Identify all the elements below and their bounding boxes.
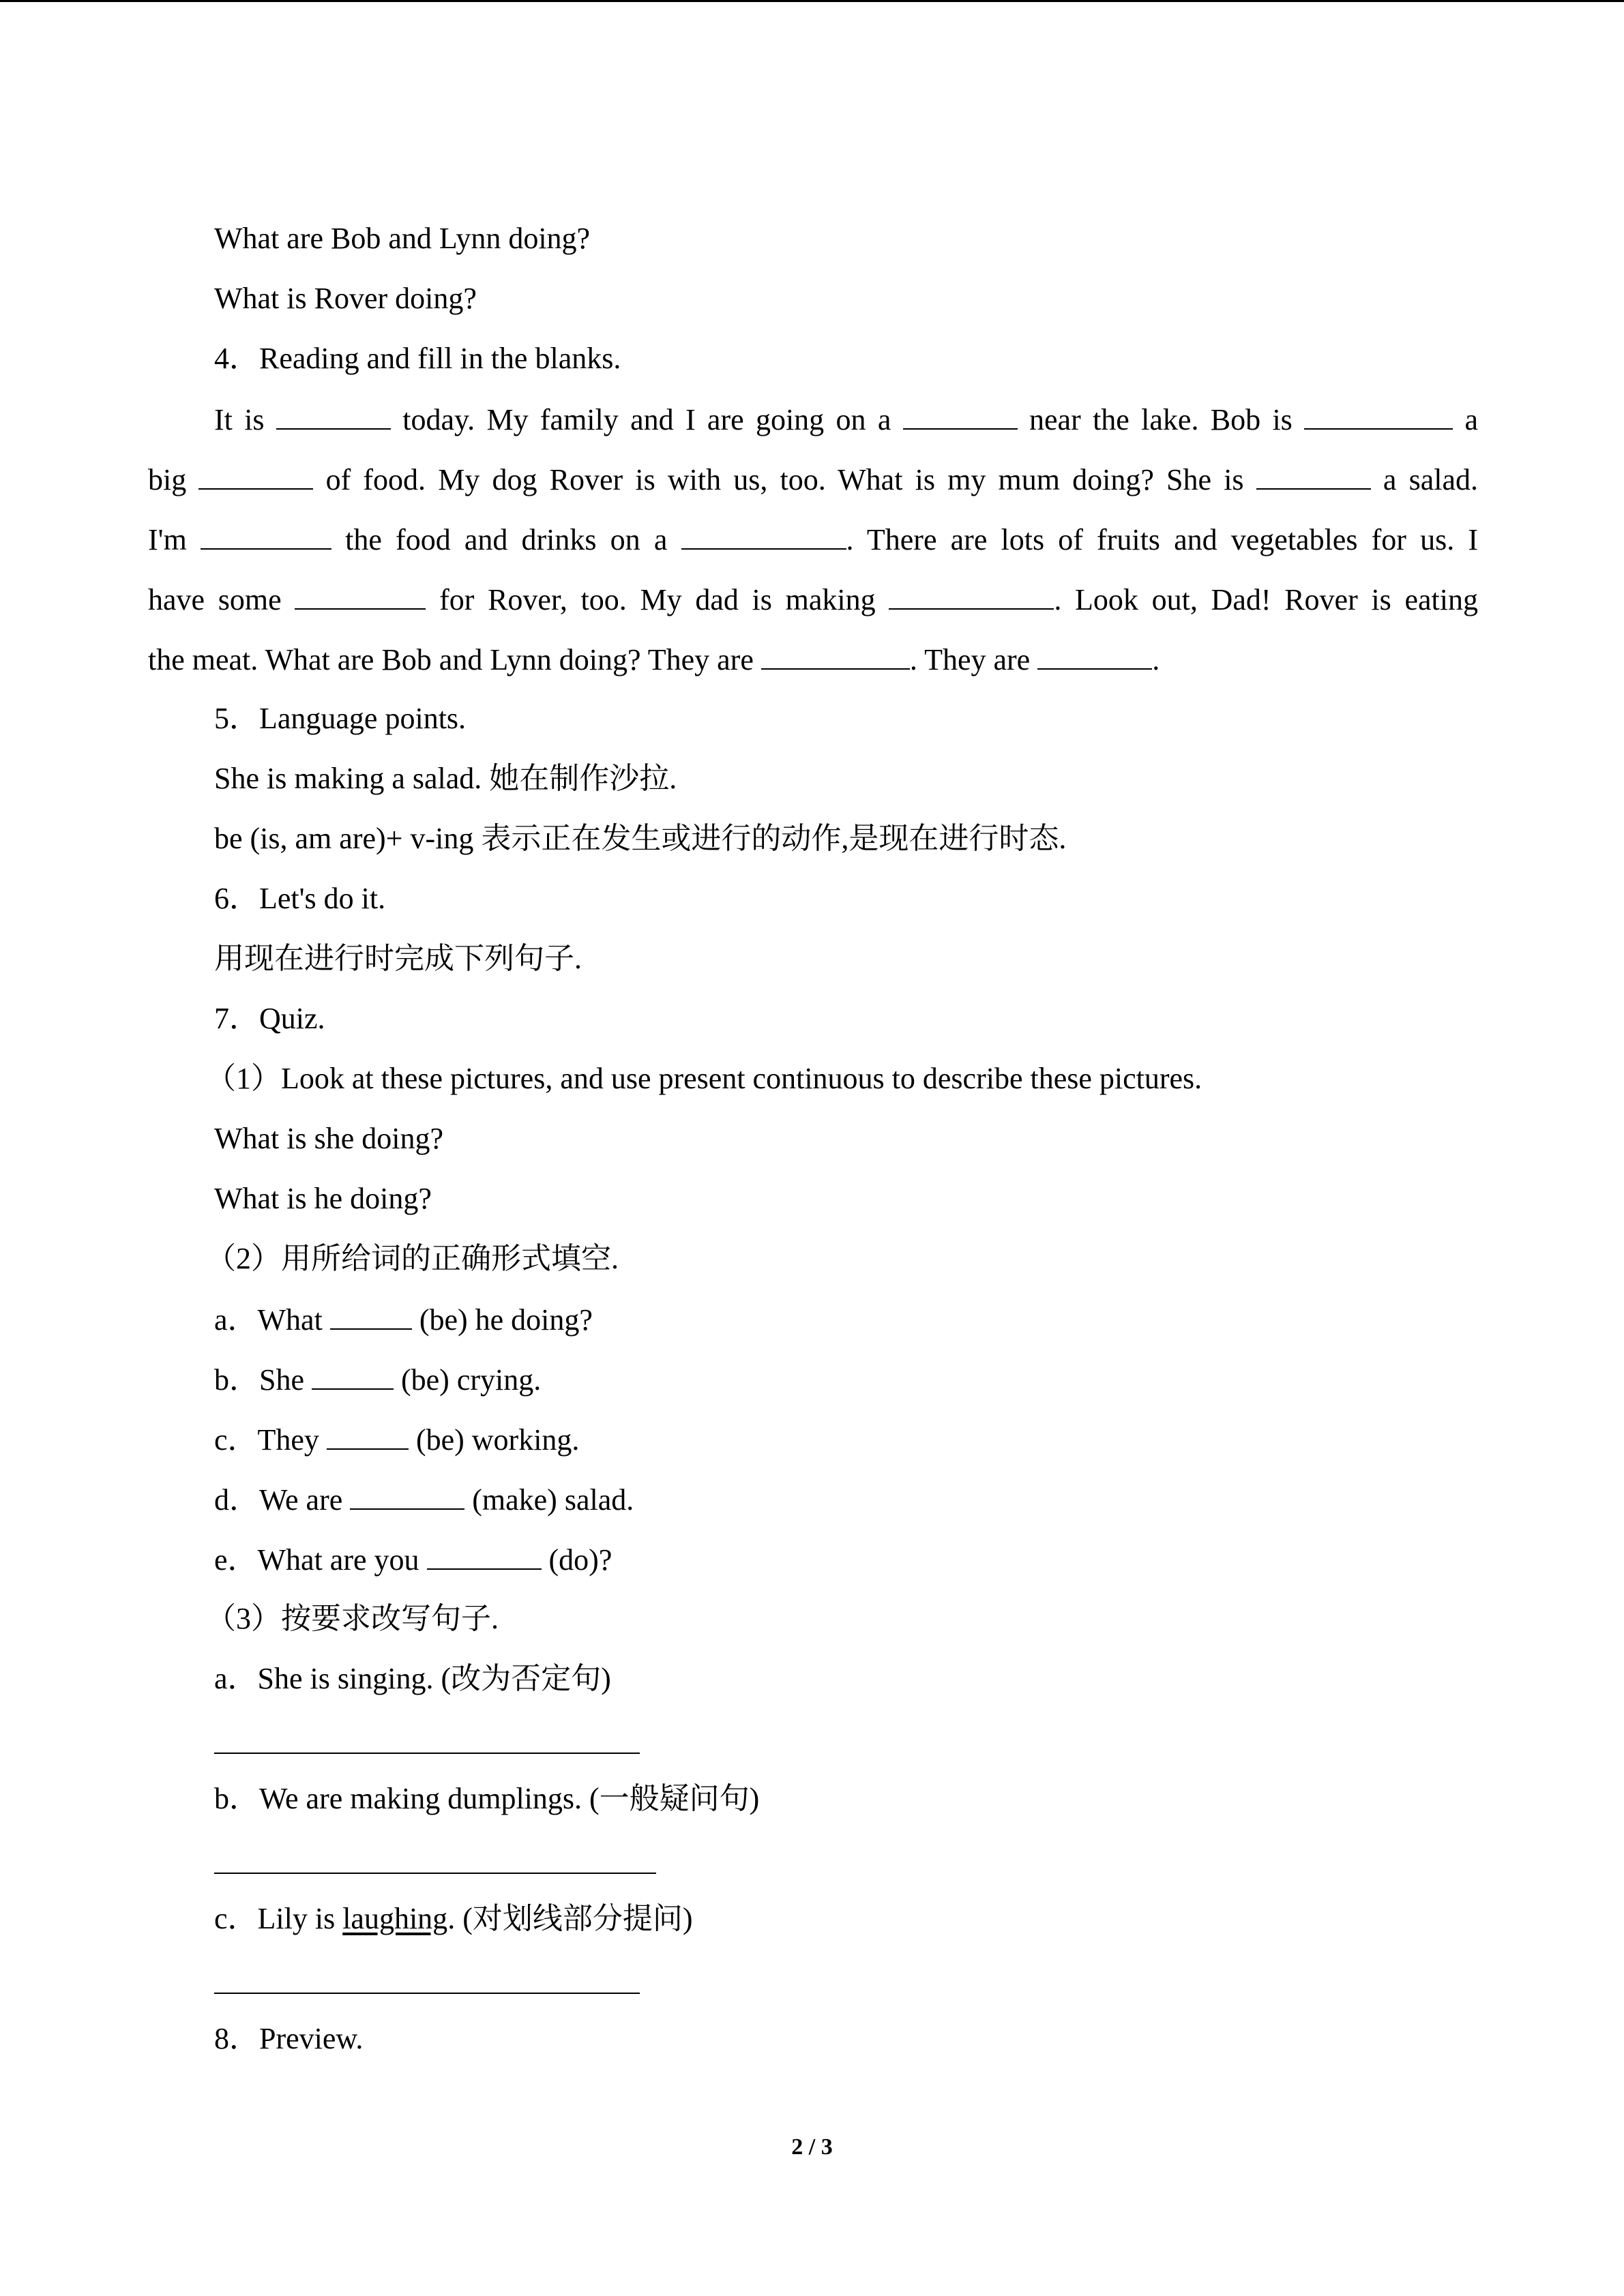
blank[interactable] xyxy=(681,517,846,550)
blank[interactable] xyxy=(295,577,426,610)
section-8-title: 8．Preview. xyxy=(214,2022,364,2055)
blank[interactable] xyxy=(427,1537,542,1570)
section-5-title: 5．Language points. xyxy=(214,702,467,735)
passage-line-4: have some for Rover, too. My dad is making . Look out, Dad! Rover is eating xyxy=(148,577,1478,637)
quiz-question-she: What is she doing? xyxy=(214,1122,444,1155)
quiz-part-1-title: （1）Look at these pictures, and use present continuous to describe these pictures. xyxy=(206,1062,1202,1095)
answer-rule xyxy=(214,1753,640,1754)
question-bob-lynn: What are Bob and Lynn doing? xyxy=(214,222,591,255)
section-7-title: 7．Quiz. xyxy=(214,1002,325,1035)
answer-line-a[interactable] xyxy=(148,1717,1478,1777)
reading-passage xyxy=(148,397,1478,697)
quiz-part-3-title: （3）按要求改写句子. xyxy=(206,1602,499,1635)
rewrite-item-c: c．Lily is laughing. (对划线部分提问) xyxy=(214,1902,693,1935)
fill-item-c: c．They (be) working. xyxy=(148,1417,1478,1477)
language-point-rule: be (is, am are)+ v-ing 表示正在发生或进行的动作,是现在进行时态. xyxy=(214,822,1067,855)
blank[interactable] xyxy=(276,397,391,430)
rewrite-item-a: a．She is singing. (改为否定句) xyxy=(214,1662,611,1695)
blank[interactable] xyxy=(761,637,910,670)
blank[interactable] xyxy=(889,577,1054,610)
question-rover: What is Rover doing? xyxy=(214,282,477,315)
blank[interactable] xyxy=(903,397,1018,430)
answer-line-b[interactable] xyxy=(148,1837,1478,1897)
blank[interactable] xyxy=(312,1357,394,1390)
passage-line-1: It is today. My family and I are going on a near the lake. Bob is a xyxy=(148,397,1478,457)
blank[interactable] xyxy=(350,1477,464,1510)
blank[interactable] xyxy=(330,1297,412,1330)
blank[interactable] xyxy=(1304,397,1453,430)
passage-line-3: I'm the food and drinks on a . There are lots of fruits and vegetables for us. I xyxy=(148,517,1478,577)
passage-line-5: the meat. What are Bob and Lynn doing? They are . They are . xyxy=(148,637,1478,697)
language-point-example: She is making a salad. 她在制作沙拉. xyxy=(214,762,677,795)
blank[interactable] xyxy=(1256,457,1371,490)
passage-line-2: big of food. My dog Rover is with us, too. What is my mum doing? She is a salad. xyxy=(148,457,1478,517)
fill-item-d: d．We are (make) salad. xyxy=(148,1477,1478,1537)
blank[interactable] xyxy=(198,457,313,490)
fill-item-e: e．What are you (do)? xyxy=(148,1537,1478,1597)
section-6-title: 6．Let's do it. xyxy=(214,882,386,915)
blank[interactable] xyxy=(1037,637,1152,670)
section-4-title: 4．Reading and fill in the blanks. xyxy=(214,342,621,375)
quiz-part-2-title: （2）用所给词的正确形式填空. xyxy=(206,1242,619,1275)
document-body xyxy=(148,217,1478,2077)
rewrite-item-b: b．We are making dumplings. (一般疑问句) xyxy=(214,1782,760,1815)
quiz-question-he: What is he doing? xyxy=(214,1182,432,1215)
section-6-instruction: 用现在进行时完成下列句子. xyxy=(214,942,582,975)
answer-line-c[interactable] xyxy=(148,1957,1478,2017)
fill-item-a: a．What (be) he doing? xyxy=(148,1297,1478,1357)
blank[interactable] xyxy=(201,517,331,550)
answer-rule xyxy=(214,1873,656,1874)
underlined-word: laughing xyxy=(342,1902,448,1935)
answer-rule xyxy=(214,1993,640,1994)
page-number: 2 / 3 xyxy=(791,2134,833,2160)
top-border xyxy=(0,0,1624,2)
fill-item-b: b．She (be) crying. xyxy=(148,1357,1478,1417)
blank[interactable] xyxy=(327,1417,409,1450)
